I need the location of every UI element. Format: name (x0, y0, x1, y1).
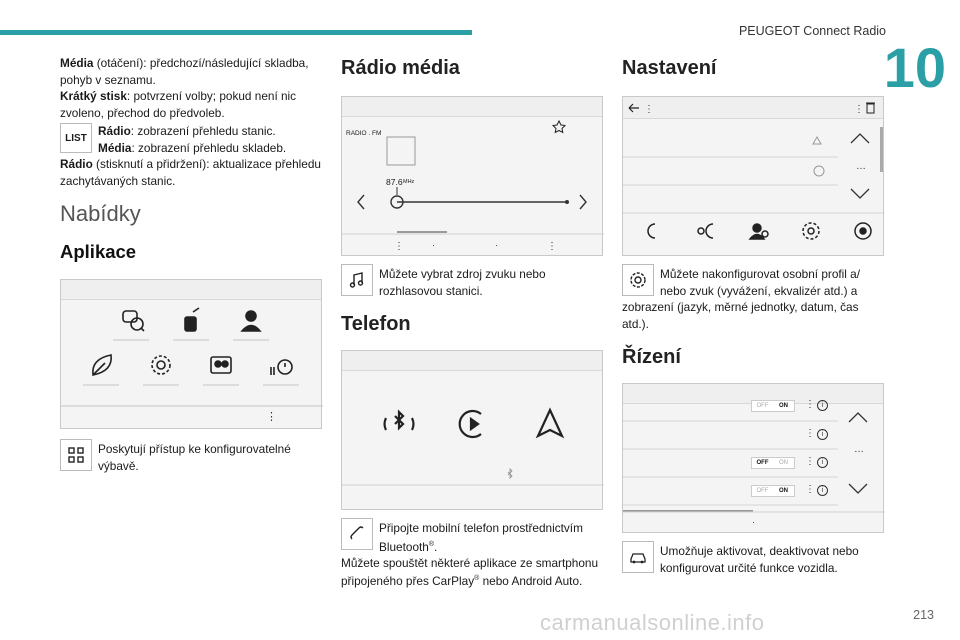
scroll-up-icon (851, 134, 869, 143)
short-press-term: Krátký stisk (60, 89, 127, 103)
radio-screen (341, 96, 603, 256)
connected-nav-icon (123, 311, 144, 331)
svg-text:·: · (495, 240, 498, 250)
phone-screen-drawing (342, 351, 604, 511)
watermark: carmanualsonline.info (540, 610, 765, 635)
control-heading: Řízení (622, 346, 681, 368)
apps-caption: Poskytují přístup ke konfigurovatelné výbavě. (98, 442, 291, 473)
day-night-icon (648, 224, 655, 238)
apps-screen (60, 279, 322, 429)
media2-text: : zobrazení přehledu skladeb. (131, 140, 287, 155)
svg-text:⋮: ⋮ (547, 241, 557, 252)
audio-settings-icon (855, 223, 871, 239)
list-icon-label: LIST (65, 132, 87, 144)
info-icon[interactable]: i (817, 485, 828, 496)
control-screen (622, 383, 884, 533)
android-auto-icon (538, 410, 562, 436)
column-1 (60, 55, 322, 474)
svg-text:·: · (752, 517, 755, 527)
radio-band-label: RADIO . FM (346, 130, 382, 137)
brand-header: PEUGEOT Connect Radio (738, 24, 886, 38)
frequency-unit: MHz (403, 179, 415, 185)
top-accent-rule (0, 30, 472, 35)
info-icon (814, 166, 824, 176)
media-text: (otáčení): předchozí/následující skladba, pohyb v seznamu. (60, 56, 309, 87)
next-chevron-icon (580, 195, 586, 209)
scroll-down-icon (851, 189, 869, 198)
apps-screen-drawing (61, 280, 323, 430)
toggle-on-label: ON (779, 460, 788, 466)
settings-gear-icon (622, 264, 654, 296)
media2-term: Média (98, 140, 132, 155)
toggle-off-label: OFF (756, 403, 769, 409)
menus-heading: Nabídky (60, 201, 141, 226)
gear-timer-icon (152, 356, 170, 374)
phone-text: Můžete spouštět některé aplikace ze smartphonu připojeného přes CarPlay® nebo Android Auto. (341, 555, 599, 589)
back-arrow-icon (629, 104, 639, 112)
warning-icon (813, 137, 821, 144)
svg-text:·: · (432, 240, 435, 250)
control-caption: Umožňuje aktivovat, deaktivovat nebo konfigurovat určité funkce vozidla. (660, 544, 859, 575)
apps-heading: Aplikace (60, 241, 137, 262)
phone-heading: Telefon (341, 313, 411, 335)
apps-caption-row (60, 439, 322, 474)
system-settings-icon (803, 223, 819, 239)
fuel-icon (185, 308, 199, 331)
music-note-icon (341, 264, 373, 296)
column-2 (341, 55, 605, 590)
radio-term: Rádio (98, 124, 131, 138)
eco-leaf-icon (93, 355, 111, 375)
carplay-icon (460, 411, 481, 437)
previous-chevron-icon (358, 195, 364, 209)
settings-caption-row (622, 264, 886, 299)
short-press-paragraph (60, 88, 322, 121)
radio-text: : zobrazení přehledu stanic. (130, 124, 276, 138)
info-icon[interactable]: i (817, 400, 828, 411)
toggle-on-label: ON (779, 403, 788, 409)
svg-text:⋮: ⋮ (644, 104, 654, 115)
contacts-icon (211, 357, 231, 373)
svg-text:⋮: ⋮ (394, 241, 404, 252)
radio-hold-paragraph: Rádio (stisknutí a přidržení): aktualizace přehledu zachytávaných stanic. (60, 157, 321, 188)
profile-settings-icon (750, 224, 768, 239)
settings-heading: Nastavení (622, 57, 717, 79)
phone-caption-row (341, 518, 605, 555)
driver-profile-icon (242, 311, 260, 331)
svg-text:⋮: ⋮ (854, 104, 864, 115)
more-options-icon[interactable]: ⋮ (805, 428, 815, 439)
radio-media-heading: Rádio média (341, 57, 460, 79)
toggle-off-label: OFF (756, 488, 769, 494)
page-number: 213 (913, 608, 934, 622)
settings-screen (622, 96, 884, 256)
vehicle-icon (622, 541, 654, 573)
column-3 (622, 55, 886, 576)
settings-caption-1: Můžete nakonfigurovat osobní profil a/ nebo zvuk (vyvážení, ekvalizér atd.) a (660, 267, 861, 298)
phone-screen (341, 350, 603, 510)
chapter-number: 10 (883, 36, 946, 99)
svg-text:⋮: ⋮ (266, 411, 277, 423)
radio-caption-row (341, 264, 605, 299)
station-artwork-placeholder (387, 137, 415, 165)
radio-caption: Můžete vybrat zdroj zvuku nebo rozhlasovou stanici. (379, 267, 546, 298)
settings-screen-drawing (623, 97, 885, 257)
heating-timer-icon (271, 360, 292, 375)
svg-text:…: … (856, 161, 866, 172)
list-icon (60, 123, 92, 153)
control-screen-drawing (623, 384, 885, 534)
radio-screen-drawing (342, 97, 604, 257)
more-options-icon[interactable]: ⋮ (805, 484, 815, 495)
media-term: Média (60, 56, 94, 70)
more-options-icon[interactable]: ⋮ (805, 399, 815, 410)
apps-grid-icon (60, 439, 92, 471)
toggle-on-label: ON (779, 488, 788, 494)
phone-caption: Připojte mobilní telefon prostřednictvím Bluetooth®. (379, 521, 583, 554)
control-caption-row (622, 541, 886, 576)
trash-icon (866, 103, 875, 113)
frequency-value: 87.6 (386, 177, 403, 187)
favorite-star-icon (553, 121, 565, 133)
brightness-night-icon (698, 224, 713, 238)
bluetooth-phone-icon (385, 412, 414, 430)
list-row (60, 123, 322, 156)
control-scroll-down-icon (849, 484, 867, 493)
toggle-off-label: OFF (756, 460, 769, 466)
settings-caption-2: zobrazení (jazyk, měrné jednotky, datum, čas atd.). (622, 300, 859, 331)
info-icon[interactable]: i (817, 457, 828, 468)
svg-text:…: … (854, 444, 864, 455)
more-options-icon[interactable]: ⋮ (805, 456, 815, 467)
short-press-text: : potvrzení volby; pokud není nic zvoleno, přechod do předvoleb. (60, 89, 297, 120)
control-scroll-up-icon (849, 413, 867, 422)
info-icon[interactable]: i (817, 429, 828, 440)
media-paragraph (60, 55, 322, 88)
phone-handset-icon (341, 518, 373, 550)
